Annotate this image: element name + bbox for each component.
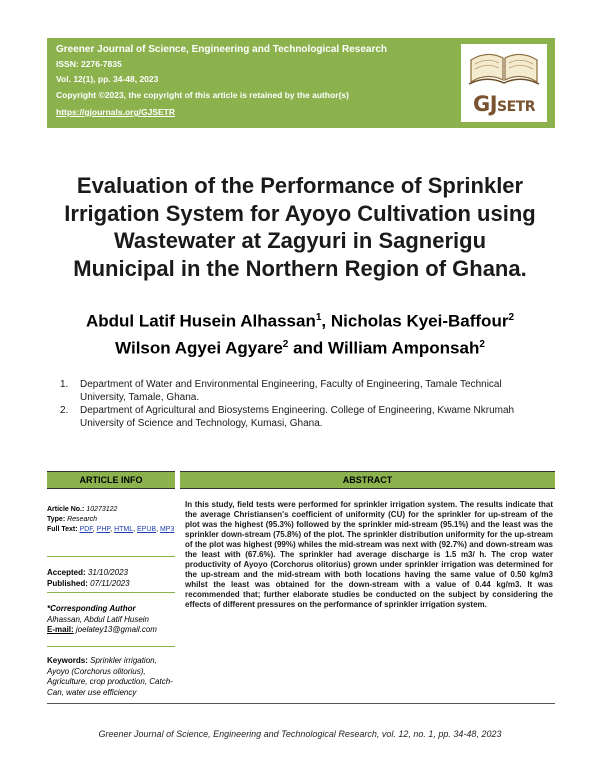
accepted-label: Accepted: [47, 568, 86, 577]
article-type: Research [67, 516, 98, 523]
author-conjunction: and [293, 338, 324, 358]
article-type-label: Type: [47, 516, 66, 523]
article-info-heading: ARTICLE INFO [47, 471, 175, 489]
author-affiliation-mark: 1 [315, 312, 322, 323]
logo-text-big: GJ [472, 92, 498, 116]
corresponding-author-label: *Corresponding Author [47, 604, 136, 613]
full-text-mp3-link[interactable]: MP3 [159, 526, 175, 533]
title-line: Evaluation of the Performance of Sprinkler [76, 173, 524, 198]
title-line: Municipal in the Northern Region of Ghana. [73, 255, 527, 281]
article-number-row [47, 505, 175, 515]
full-text-row: Full Text: PDF, PHP, HTML, EPUB, MP3 [47, 526, 175, 533]
article-type-row [47, 515, 175, 525]
article-number: 10273122 [86, 506, 118, 513]
full-text-epub-link[interactable]: EPUB [137, 526, 157, 533]
journal-url-link[interactable]: https://gjournals.org/GJSETR [56, 107, 176, 117]
divider [47, 646, 175, 647]
affiliation-item [60, 378, 540, 404]
full-text-label: Full Text: [47, 526, 78, 533]
author-affiliation-mark: 2 [508, 312, 515, 323]
email-label: E-mail: [47, 625, 74, 634]
paper-title [30, 172, 570, 282]
affiliation-number: 2. [60, 405, 69, 416]
keywords-block [47, 656, 175, 698]
affiliation-text: Department of Water and Environmental Engineering, Faculty of Engineering, Tamale Technical University, Tamale, Ghana. [80, 379, 502, 403]
corresponding-author-block [47, 604, 175, 636]
abstract-heading: ABSTRACT [180, 471, 555, 489]
author-list [30, 306, 570, 359]
dates-block [47, 567, 175, 589]
published-row [47, 578, 175, 589]
author-row [30, 306, 570, 333]
affiliation-number: 1. [60, 379, 69, 390]
journal-logo [461, 44, 547, 122]
title-line: Wastewater at Zagyuri in Sagnerigu [113, 228, 487, 253]
title-line: Irrigation System for Ayoyo Cultivation using [64, 200, 536, 226]
corresponding-author-name: Alhassan, Abdul Latif Husein [47, 614, 149, 624]
journal-name: Greener Journal of Science, Engineering and Technological Research [56, 44, 388, 55]
logo-text-small: SETR [497, 99, 536, 115]
copyright-notice: Copyright ©2023, the copyright of this article is retained by the author(s) [56, 90, 349, 100]
full-text-html-link[interactable]: HTML [114, 526, 134, 533]
affiliation-item [60, 404, 540, 430]
published-date: 07/11/2023 [90, 579, 130, 588]
author-name: Abdul Latif Husein Alhassan [85, 311, 316, 331]
volume-info: Vol. 12(1), pp. 34-48, 2023 [56, 74, 159, 84]
logo-text [461, 92, 547, 116]
author-affiliation-mark: 2 [479, 338, 485, 350]
author-separator: , [321, 311, 327, 331]
author-name: Nicholas Kyei-Baffour [330, 311, 509, 331]
full-text-pdf-link[interactable]: PDF [79, 526, 93, 533]
issn: ISSN: 2276-7835 [56, 59, 122, 69]
abstract-text: In this study, field tests were performed for sprinkler irrigation system. The results indicate that the average Christiansen's coefficient of uniformity (CU) for the sprinkler for up-stream of the plot was the highest (95.3%) followed by the sprinkler mid-stream (95.1%) and the least was the sprinkler down-stream (75.8%) of the plot. The sprinkler distribution uniformity for the up-stream of the plot was highest (99%) whiles the mid-stream was next with (92.7%) and down-stream was the least with (67.6%). The sprinkler had average discharge is 1.5 m3/ h. The crop water productivity of Ayoyo (Corchorus olitorius) grown under sprinkler irrigation was determined for the up-stream and the mid-stream with both locations having the same value of 0.50 kg/m3 whilst the least was obtained for the down-stream with a value of 0.44 kg/m3. It was recommended that; further elaborate studies be conducted on the subject by considering the effects of different pressures on the performance of sprinkler irrigation system. [185, 500, 553, 609]
keywords-label: Keywords: [47, 656, 88, 665]
published-label: Published: [47, 579, 88, 588]
author-name: Wilson Agyei Agyare [115, 338, 283, 358]
divider [47, 556, 175, 557]
accepted-date: 31/10/2023 [87, 568, 128, 577]
keywords-text: Sprinkler irrigation, Ayoyo (Corchorus olitorius), Agriculture, crop production, Catch-Can, water use efficiency [47, 656, 173, 697]
accepted-row [47, 567, 175, 578]
journal-banner [47, 38, 555, 128]
section-bottom-divider [47, 703, 555, 704]
open-book-icon [461, 44, 547, 94]
author-row [30, 333, 570, 360]
email-link[interactable]: joelatey13@gmail.com [75, 625, 157, 634]
article-number-label: Article No.: [47, 506, 85, 513]
affiliation-text: Department of Agricultural and Biosystems Engineering. College of Engineering, Kwame Nkrumah University of Science and Technology, Kumasi, Ghana. [80, 405, 515, 429]
full-text-php-link[interactable]: PHP [96, 526, 111, 533]
page-footer: Greener Journal of Science, Engineering and Technological Research, vol. 12, no. 1, pp. 34-48, 2023 [98, 729, 502, 739]
author-name: William Amponsah [328, 338, 480, 358]
author-affiliation-mark: 2 [282, 338, 289, 350]
divider [47, 592, 175, 593]
affiliation-list [60, 378, 540, 430]
email-row [47, 625, 175, 636]
article-meta [47, 505, 175, 535]
